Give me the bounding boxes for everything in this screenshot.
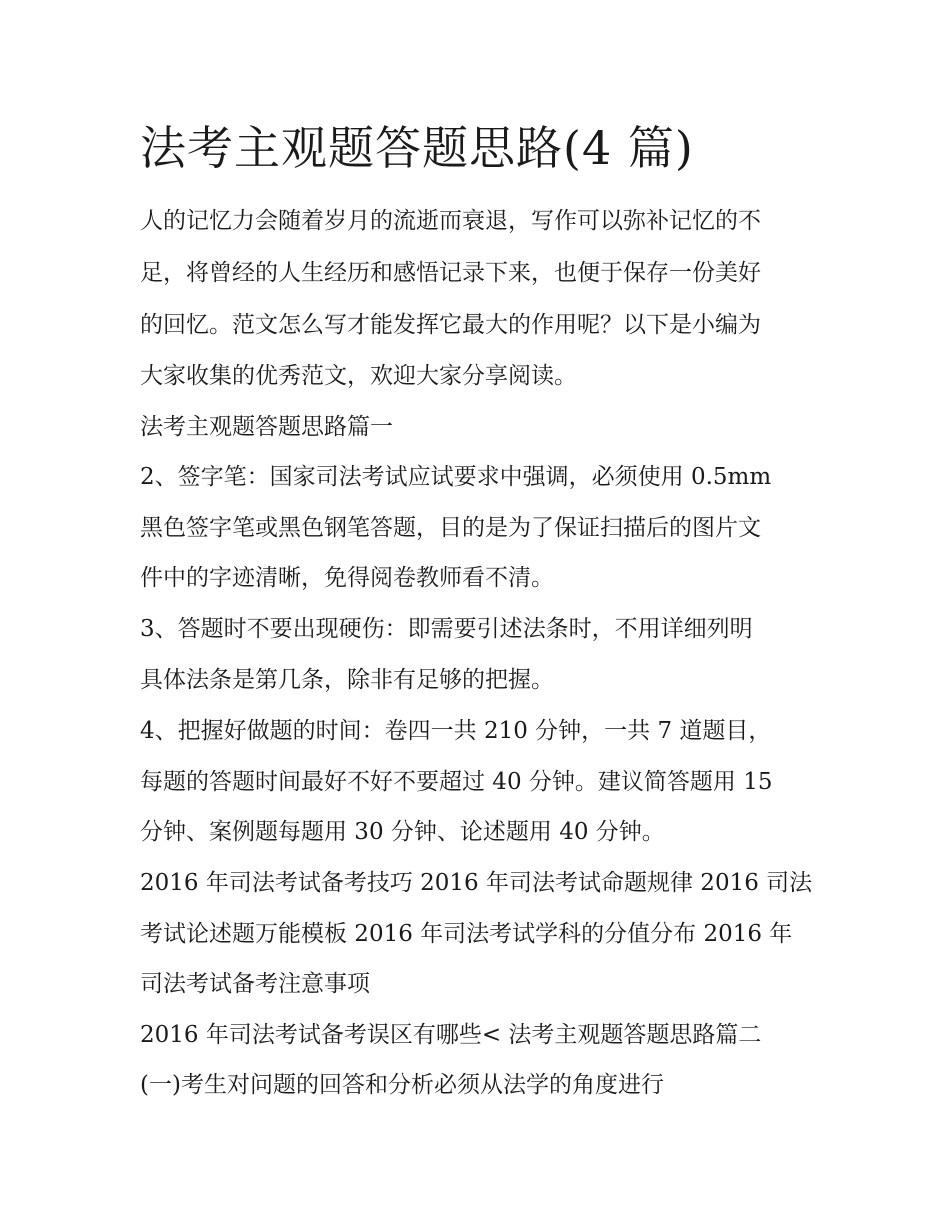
text-line: 4、把握好做题的时间：卷四一共 210 分钟，一共 7 道题目， [140,718,772,744]
text-line: 黑色签字笔或黑色钢笔答题，目的是为了保证扫描后的图片文 [140,515,761,541]
text-line: 每题的答题时间最好不好不要超过 40 分钟。建议简答题用 15 [140,769,773,795]
text-line: 的回忆。范文怎么写才能发挥它最大的作用呢？以下是小编为 [140,312,761,338]
text-line: 司法考试备考注意事项 [140,971,370,997]
text-line: 人的记忆力会随着岁月的流逝而衰退，写作可以弥补记忆的不 [140,208,761,234]
text-line: 2、签字笔：国家司法考试应试要求中强调，必须使用 0.5mm [140,464,772,490]
text-line: 大家收集的优秀范文，欢迎大家分享阅读。 [140,363,577,389]
text-line: 件中的字迹清晰，免得阅卷教师看不清。 [140,565,554,591]
text-line: 分钟、案例题每题用 30 分钟、论述题用 40 分钟。 [140,819,665,845]
section-heading: 法考主观题答题思路篇一 [140,414,393,440]
text-line: (一)考生对问题的回答和分析必须从法学的角度进行 [140,1072,664,1098]
text-line: 2016 年司法考试备考误区有哪些< 法考主观题答题思路篇二 [140,1022,762,1048]
text-line: 足，将曾经的人生经历和感悟记录下来，也便于保存一份美好 [140,260,761,286]
text-line: 2016 年司法考试备考技巧 2016 年司法考试命题规律 2016 司法 [140,870,813,896]
text-line: 具体法条是第几条，除非有足够的把握。 [140,667,554,693]
document-title: 法考主观题答题思路(4 篇) [140,121,694,175]
text-line: 3、答题时不要出现硬伤：即需要引述法条时，不用详细列明 [140,616,753,642]
text-line: 考试论述题万能模板 2016 年司法考试学科的分值分布 2016 年 [140,921,793,947]
